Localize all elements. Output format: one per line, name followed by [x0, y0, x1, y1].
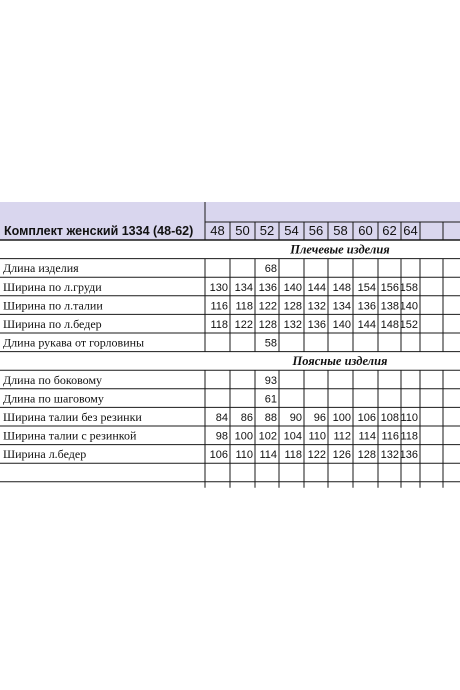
- size-header-64: 64: [403, 223, 418, 238]
- value-cell: 114: [358, 430, 376, 443]
- value-cell: 110: [400, 412, 418, 424]
- value-cell: 134: [332, 300, 351, 313]
- value-cell: 136: [258, 281, 277, 294]
- value-cell: 156: [380, 281, 399, 294]
- value-cell: 118: [284, 449, 302, 462]
- size-header-48: 48: [210, 223, 225, 238]
- row-label: Ширина по л.бедер: [3, 317, 102, 331]
- value-cell: 68: [264, 263, 277, 276]
- value-cell: 116: [210, 300, 228, 313]
- value-cell: 126: [332, 449, 351, 462]
- value-cell: 122: [307, 449, 326, 462]
- value-cell: 110: [235, 449, 253, 462]
- value-cell: 108: [380, 412, 399, 424]
- value-cell: 132: [380, 449, 399, 462]
- value-cell: 110: [308, 430, 326, 443]
- value-cell: 93: [264, 374, 277, 387]
- value-cell: 84: [215, 412, 228, 424]
- value-cell: 114: [259, 449, 277, 462]
- row-label: Ширина по л.талии: [3, 298, 103, 313]
- value-cell: 144: [357, 319, 376, 331]
- size-header-52: 52: [259, 223, 275, 238]
- row-label: Длина рукава от горловины: [3, 335, 145, 350]
- row-label: Ширина л.бедер: [3, 447, 87, 462]
- value-cell: 122: [258, 300, 277, 313]
- value-cell: 122: [234, 319, 253, 331]
- value-cell: 148: [332, 281, 351, 294]
- value-cell: 130: [209, 281, 228, 294]
- value-cell: 100: [234, 430, 253, 443]
- row-label: Ширина по л.груди: [3, 279, 102, 294]
- value-cell: 128: [283, 300, 302, 313]
- value-cell: 100: [332, 412, 351, 424]
- value-cell: 148: [380, 319, 399, 331]
- value-cell: 136: [399, 449, 418, 462]
- row-label: Длина изделия: [3, 261, 79, 276]
- size-header-62: 62: [382, 223, 397, 238]
- size-header-50: 50: [235, 223, 250, 238]
- value-cell: 128: [357, 449, 376, 462]
- value-cell: 140: [399, 300, 418, 313]
- value-cell: 116: [381, 430, 399, 443]
- value-cell: 106: [357, 412, 376, 424]
- section-title-1: Поясные изделия: [292, 354, 388, 369]
- value-cell: 118: [210, 319, 228, 331]
- value-cell: 118: [235, 300, 253, 313]
- value-cell: 102: [258, 430, 277, 443]
- value-cell: 154: [357, 281, 376, 294]
- value-cell: 134: [234, 281, 253, 294]
- size-header-58: 58: [333, 223, 348, 238]
- value-cell: 158: [399, 281, 418, 294]
- value-cell: 136: [357, 300, 376, 313]
- value-cell: 136: [307, 319, 326, 331]
- value-cell: 86: [240, 412, 253, 424]
- size-header-56: 56: [308, 223, 324, 238]
- value-cell: 104: [283, 430, 302, 443]
- value-cell: 138: [380, 300, 399, 313]
- value-cell: 140: [332, 319, 351, 331]
- value-cell: 112: [333, 430, 351, 443]
- size-header-54: 54: [284, 223, 299, 238]
- value-cell: 61: [264, 393, 277, 406]
- value-cell: 88: [264, 412, 277, 424]
- value-cell: 128: [258, 319, 277, 331]
- value-cell: 58: [264, 337, 277, 350]
- value-cell: 144: [307, 281, 326, 294]
- size-header-60: 60: [358, 223, 373, 238]
- row-label: Ширина талии без резинки: [3, 410, 142, 424]
- value-cell: 152: [399, 319, 418, 331]
- value-cell: 96: [313, 412, 326, 424]
- value-cell: 132: [307, 300, 326, 313]
- product-title: Комплект женский 1334 (48-62): [4, 224, 194, 238]
- value-cell: 106: [209, 449, 228, 462]
- value-cell: 132: [283, 319, 302, 331]
- value-cell: 140: [283, 281, 302, 294]
- value-cell: 118: [400, 430, 418, 443]
- size-chart-table: [0, 200, 460, 490]
- row-label: Длина по шаговому: [3, 391, 104, 406]
- row-label: Ширина талии с резинкой: [3, 428, 137, 443]
- value-cell: 98: [215, 430, 228, 443]
- section-title-0: Плечевые изделия: [290, 242, 390, 257]
- value-cell: 90: [289, 412, 302, 424]
- row-label: Длина по боковому: [3, 372, 103, 387]
